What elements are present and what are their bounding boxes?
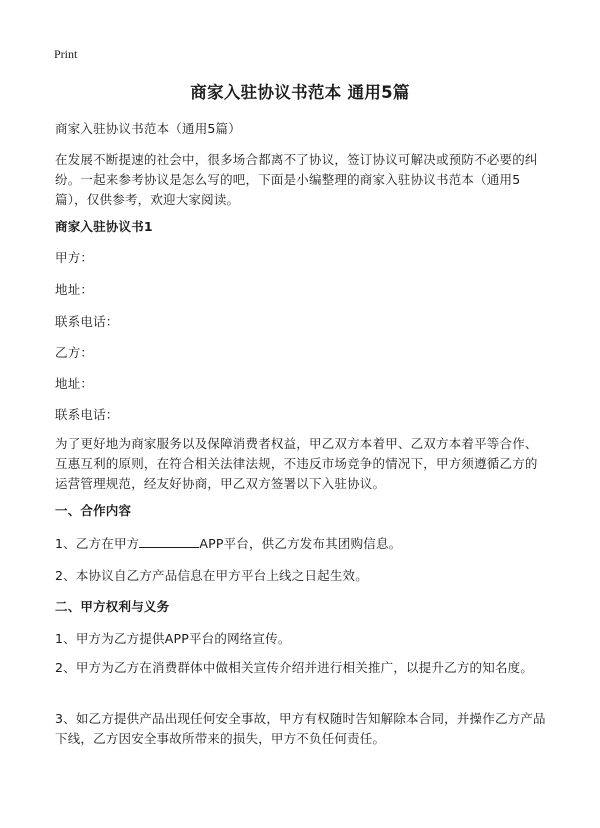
agreement-heading: 商家入驻协议书1 — [55, 219, 153, 234]
section1-item1-prefix: 1、乙方在甲方 — [55, 536, 140, 551]
section1-item1-suffix: APP平台，供乙方发布其团购信息。 — [199, 536, 402, 551]
section1-item1 — [55, 534, 550, 554]
party-a-phone: 联系电话： — [55, 314, 119, 329]
party-a-address: 地址： — [55, 282, 94, 297]
party-b-address: 地址： — [55, 376, 94, 391]
party-b-phone: 联系电话： — [55, 407, 119, 422]
section2-item1: 1、甲方为乙方提供APP平台的网络宣传。 — [55, 631, 291, 646]
intro-paragraph: 在发展不断提速的社会中，很多场合都离不了协议，签订协议可解决或预防不必要的纠纷。一起来参考协议是怎么写的吧，下面是小编整理的商家入驻协议书范本（通用5篇），仅供参考，欢迎大家阅读。 — [55, 152, 538, 207]
section1-item2: 2、本协议自乙方产品信息在甲方平台上线之日起生效。 — [55, 568, 368, 583]
section2-item2: 2、甲方为乙方在消费群体中做相关宣传介绍并进行相关推广，以提升乙方的知名度。 — [55, 660, 534, 675]
print-link[interactable]: Print — [54, 47, 78, 61]
agreement-preamble: 为了更好地为商家服务以及保障消费者权益，甲乙双方本着甲、乙双方本着平等合作、互惠互利的原则，在符合相关法律法规，不违反市场竞争的情况下，甲方须遵循乙方的运营管理规范，经友好协商，甲乙双方签署以下入驻协议。 — [55, 436, 538, 491]
fill-in-blank — [139, 535, 199, 548]
party-b-label: 乙方： — [55, 345, 94, 360]
document-subtitle: 商家入驻协议书范本（通用5篇） — [55, 121, 241, 136]
section2-item3: 3、如乙方提供产品出现任何安全事故，甲方有权随时告知解除本合同，并操作乙方产品下线，乙方因安全事故所带来的损失，甲方不负任何责任。 — [55, 711, 546, 746]
section1-heading: 一、合作内容 — [55, 503, 132, 518]
section2-heading: 二、甲方权利与义务 — [55, 599, 170, 614]
document-title: 商家入驻协议书范本 通用5篇 — [190, 83, 410, 102]
party-a-label: 甲方： — [55, 250, 94, 265]
